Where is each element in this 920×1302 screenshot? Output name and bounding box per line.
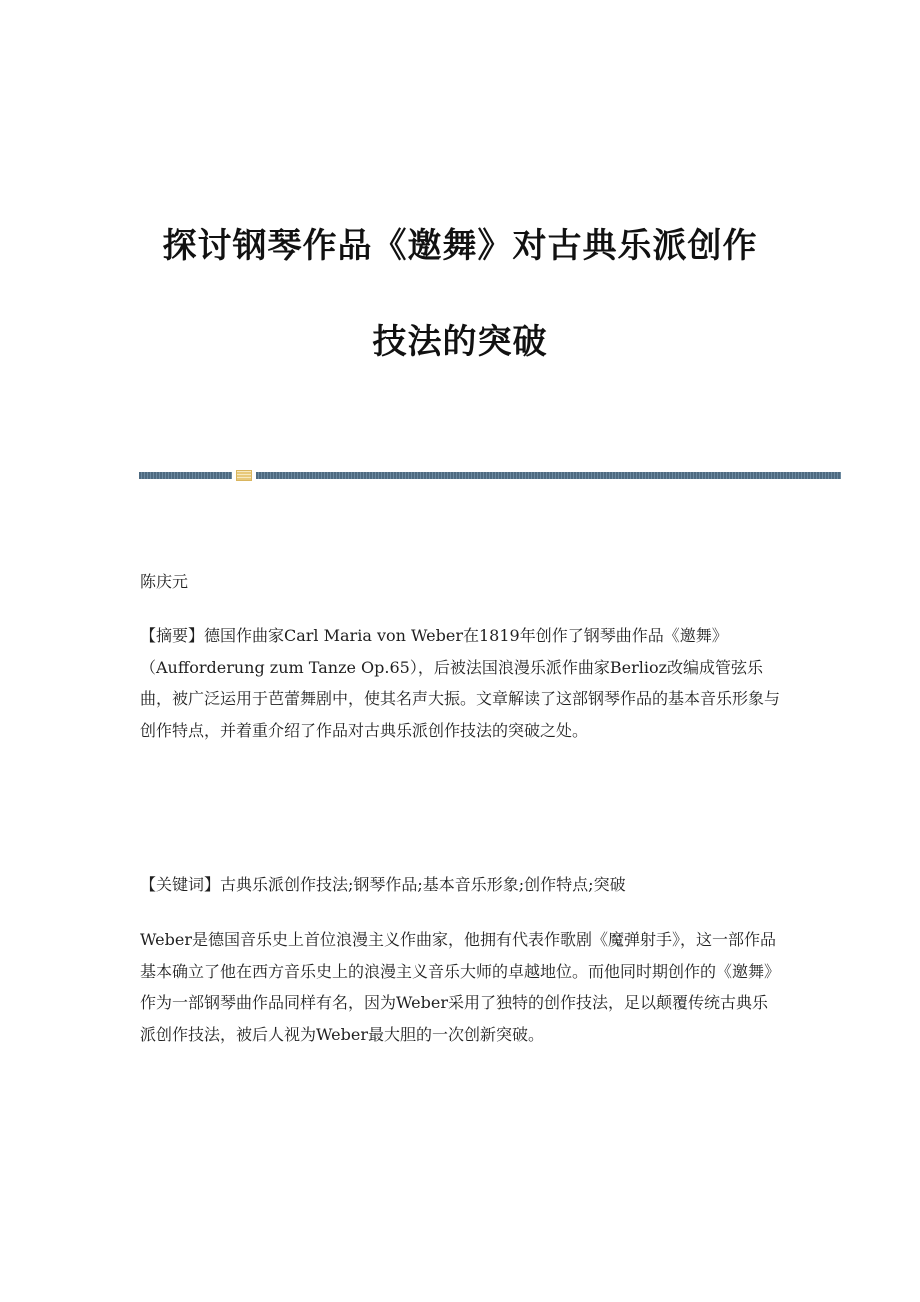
abstract-paragraph: 【摘要】德国作曲家Carl Maria von Weber在1819年创作了钢琴曲作品《邀舞》（Aufforderung zum Tanze Op.65），后被法国浪漫乐派作曲家Berlioz改编成管弦乐曲，被广泛运用于芭蕾舞剧中，使其名声大振。文章解读了这部钢琴作品的基本音乐形象与创作特点，并着重介绍了作品对古典乐派创作技法的突破之处。 [140, 626, 781, 740]
divider-bar-right [256, 472, 841, 479]
divider-bar-left [139, 472, 232, 479]
body-paragraph: Weber是德国音乐史上首位浪漫主义作曲家，他拥有代表作歌剧《魔弹射手》，这一部作品基本确立了他在西方音乐史上的浪漫主义音乐大师的卓越地位。而他同时期创作的《邀舞》作为一部钢琴曲作品同样有名，因为Weber采用了独特的创作技法，足以颠覆传统古典乐派创作技法，被后人视为Weber最大胆的一次创新突破。 [140, 930, 781, 1044]
divider-ornament-icon [236, 470, 252, 481]
document-title-line-1: 探讨钢琴作品《邀舞》对古典乐派创作 [162, 226, 758, 266]
author-name: 陈庆元 [140, 572, 189, 591]
document-title-line-2: 技法的突破 [372, 322, 548, 362]
keywords-paragraph: 【关键词】古典乐派创作技法;钢琴作品;基本音乐形象;创作特点;突破 [140, 875, 626, 894]
title-divider [139, 470, 841, 480]
